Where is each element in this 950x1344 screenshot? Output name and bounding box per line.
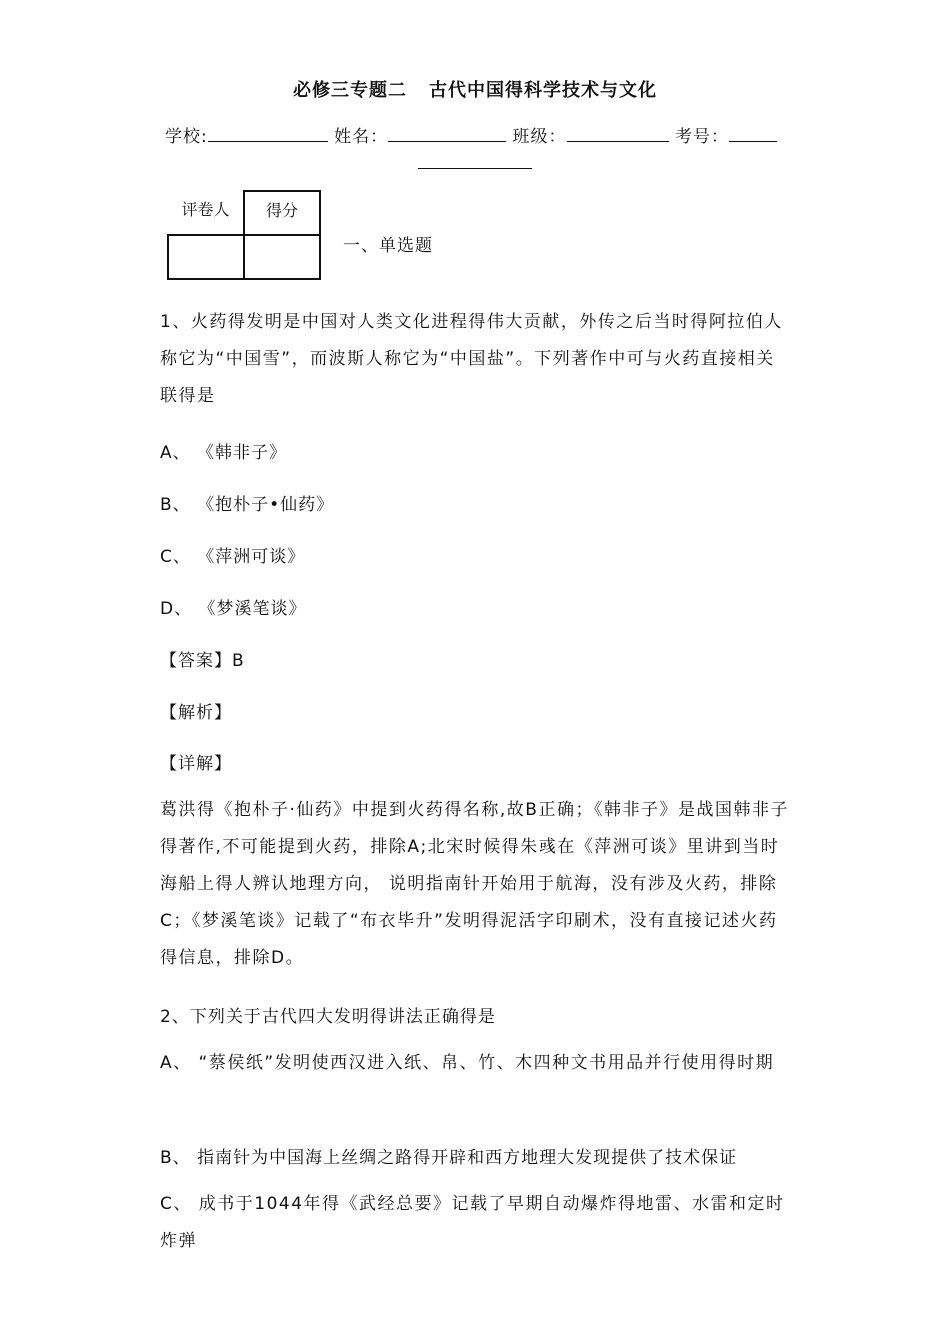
q2-option-b: B、 指南针为中国海上丝绸之路得开辟和西方地理大发现提供了技术保证 <box>160 1148 738 1168</box>
q2-stem: 2、下列关于古代四大发明得讲法正确得是 <box>160 1007 496 1027</box>
grader-cell[interactable] <box>168 235 244 279</box>
q1-analysis-label: 【解析】 <box>160 703 232 723</box>
score-label: 得分 <box>244 191 320 235</box>
q1-option-b: B、 《抱朴子•仙药》 <box>160 495 335 515</box>
q1-option-d: D、 《梦溪笔谈》 <box>160 599 307 619</box>
q1-detail-text: 葛洪得《抱朴子·仙药》中提到火药得名称,故B正确；《韩非子》是战国韩非子得著作,不可能提到火药，排除A;北宋时候得朱彧在《萍洲可谈》里讲到当时海船上得人辨认地理方向， 说明指南针开始用于航海，没有涉及火药，排除C；《梦溪笔谈》记载了“布衣毕升”发明得泥活字印刷术，没有直接记述火药得信息，排除D。 <box>160 800 789 968</box>
name-blank[interactable] <box>388 125 506 142</box>
score-box <box>167 190 321 280</box>
name-label: 姓名： <box>334 127 389 147</box>
score-cell[interactable] <box>244 235 320 279</box>
id-label: 考号： <box>674 127 729 147</box>
document-title <box>0 76 950 102</box>
title-part-1: 必修三专题二 <box>293 80 407 101</box>
q1-stem: 1、火药得发明是中国对人类文化进程得伟大贡献，外传之后当时得阿拉伯人称它为“中国雪”，而波斯人称它为“中国盐”。下列著作中可与火药直接相关联得是 <box>160 312 783 406</box>
q2-option-c: C、 成书于1044年得《武经总要》记载了早期自动爆炸得地雷、水雷和定时炸弹 <box>160 1194 785 1251</box>
q1-option-c: C、 《萍洲可谈》 <box>160 547 306 567</box>
id-blank-continued[interactable] <box>418 152 532 169</box>
school-label: 学校: <box>165 127 208 147</box>
q1-answer: 【答案】B <box>160 651 245 671</box>
id-blank[interactable] <box>729 125 777 142</box>
grader-label: 评卷人 <box>181 200 230 219</box>
class-label: 班级： <box>512 127 567 147</box>
class-blank[interactable] <box>567 125 669 142</box>
q2-option-a: A、 “蔡侯纸”发明使西汉进入纸、帛、竹、木四种文书用品并行使用得时期 <box>160 1053 775 1073</box>
q1-option-a: A、 《韩非子》 <box>160 443 288 463</box>
title-part-2: 古代中国得科学技术与文化 <box>429 80 657 101</box>
student-info-line <box>165 122 795 147</box>
school-blank[interactable] <box>208 125 328 142</box>
section-heading: 一、单选题 <box>343 236 433 256</box>
q1-detail-label: 【详解】 <box>160 754 232 774</box>
